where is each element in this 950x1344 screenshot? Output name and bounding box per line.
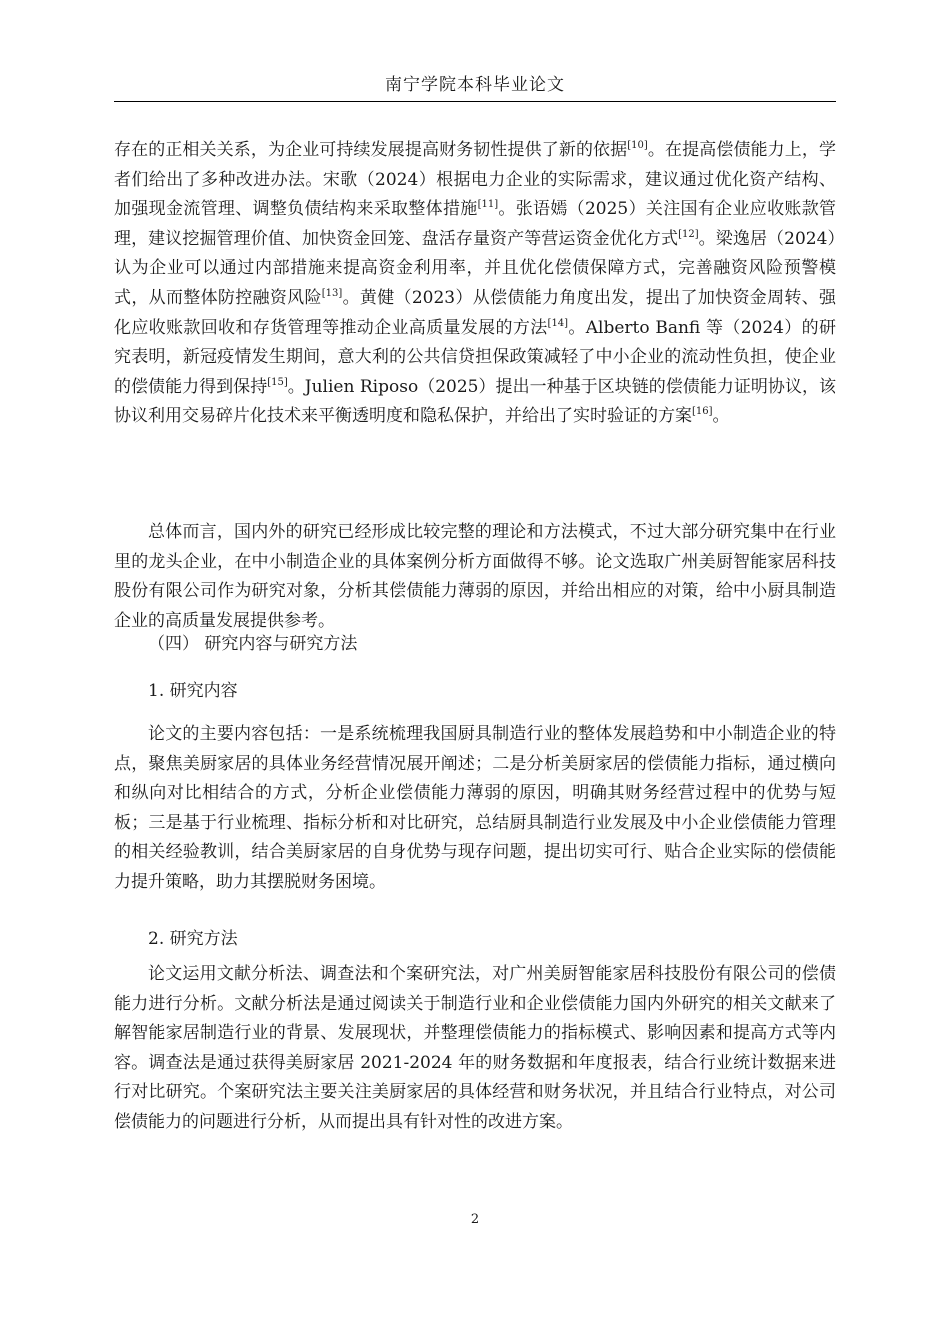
subsection-heading-research-methods: 2. 研究方法 [148, 929, 238, 949]
text-run: 存在的正相关关系，为企业可持续发展提高财务韧性提供了新的依据 [114, 140, 628, 160]
citation-ref-13: [13] [321, 287, 343, 299]
section-heading-4: （四） 研究内容与研究方法 [148, 634, 358, 654]
citation-ref-14: [14] [547, 317, 569, 329]
text-run: 。张语嫣（2025）关注国有企业应收账款管理，建议挖掘管理价值、加快资金回笼、盘活存量资产等营运资金优化方式 [114, 199, 837, 249]
citation-ref-11: [11] [477, 199, 499, 211]
citation-ref-10: [10] [627, 140, 648, 151]
text-run: 。黄健（2023）从偿债能力角度出发，提出了加快资金周转、强化应收账款回收和存货管理等推动企业高质量发展的方法 [114, 287, 837, 338]
text-run: 。 [712, 406, 730, 427]
citation-ref-15: [15] [267, 376, 288, 388]
citation-ref-16: [16] [692, 406, 713, 418]
citation-ref-12: [12] [678, 228, 699, 240]
text-run: 。Alberto Banfi 等（2024）的研究表明，新冠疫情发生期间，意大利的公共信贷担保政策减轻了中小企业的流动性负担，使企业的偿债能力得到保持 [114, 317, 836, 397]
paragraph-literature-review-continued [114, 136, 836, 432]
header-rule [114, 101, 836, 102]
paragraph-summary: 总体而言，国内外的研究已经形成比较完整的理论和方法模式，不过大部分研究集中在行业里的龙头企业，在中小制造企业的具体案例分析方面做得不够。论文选取广州美厨智能家居科技股份有限公司作为研究对象，分析其偿债能力薄弱的原因，并给出相应的对策，给中小厨具制造企业的高质量发展提供参考。 [114, 522, 836, 631]
page-number: 2 [470, 1212, 480, 1227]
paragraph-research-content: 论文的主要内容包括：一是系统梳理我国厨具制造行业的整体发展趋势和中小制造企业的特点，聚焦美厨家居的具体业务经营情况展开阐述；二是分析美厨家居的偿债能力指标，通过横向和纵向对比相结合的方式，分析企业偿债能力薄弱的原因，明确其财务经营过程中的优势与短板；三是基于行业梳理、指标分析和对比研究，总结厨具制造行业发展及中小企业偿债能力管理的相关经验教训，结合美厨家居的自身优势与现存问题，提出切实可行、贴合企业实际的偿债能力提升策略，助力其摆脱财务困境。 [114, 724, 836, 892]
text-run: 。梁逸居（2024）认为企业可以通过内部措施来提高资金利用率，并且优化偿债保障方式，完善融资风险预警模式，从而整体防控融资风险 [114, 228, 837, 308]
running-header: 南宁学院本科毕业论文 [385, 75, 565, 95]
text-run: 。在提高偿债能力上，学者们给出了多种改进办法。宋歌（2024）根据电力企业的实际需求，建议通过优化资产结构、加强现金流管理、调整负债结构来采取整体措施 [114, 140, 837, 220]
paragraph-research-methods: 论文运用文献分析法、调查法和个案研究法，对广州美厨智能家居科技股份有限公司的偿债能力进行分析。文献分析法是通过阅读关于制造行业和企业偿债能力国内外研究的相关文献来了解智能家居制造行业的背景、发展现状，并整理偿债能力的指标模式、影响因素和提高方式等内容。调查法是通过获得美厨家居 2021-2024 年的财务数据和年度报表，结合行业统计数据来进行对比研究。个案研究法主要关注美厨家居的具体经营和财务状况，并且结合行业特点，对公司偿债能力的问题进行分析，从而提出具有针对性的改进方案。 [114, 964, 836, 1132]
text-run: 。Julien Riposo（2025）提出一种基于区块链的偿债能力证明协议，该协议利用交易碎片化技术来平衡透明度和隐私保护，并给出了实时验证的方案 [114, 376, 836, 427]
subsection-heading-research-content: 1. 研究内容 [148, 681, 238, 701]
